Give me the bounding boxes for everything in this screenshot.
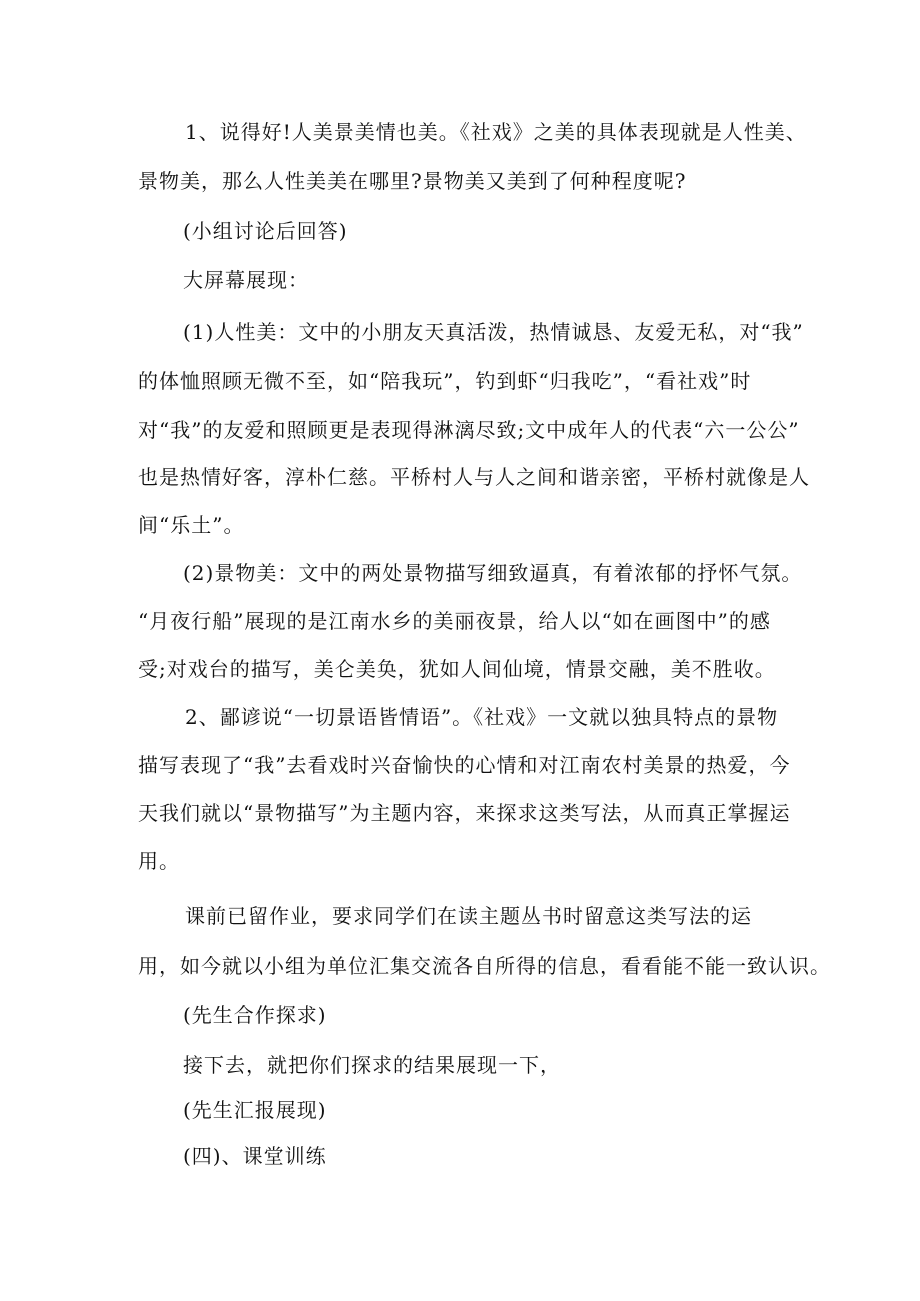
paragraph-line: 接下去，就把你们探求的结果展现一下， bbox=[183, 1053, 561, 1077]
section-heading: (四)、课堂训练 bbox=[183, 1144, 327, 1168]
paragraph-line: “月夜行船”展现的是江南水乡的美丽夜景，给人以“如在画图中”的感 bbox=[138, 609, 771, 633]
paragraph-line: 用，如今就以小组为单位汇集交流各自所得的信息，看看能不能一致认识。 bbox=[138, 954, 831, 978]
paragraph-line: 描写表现了“我”去看戏时兴奋愉快的心情和对江南农村美景的热爱，今 bbox=[138, 753, 791, 777]
paragraph-line: 用。 bbox=[138, 849, 180, 873]
paragraph-line: (先生合作探求) bbox=[183, 1003, 327, 1027]
paragraph-line: 受;对戏台的描写，美仑美奂，犹如人间仙境，情景交融，美不胜收。 bbox=[138, 657, 776, 681]
paragraph-line: 课前已留作业，要求同学们在读主题丛书时留意这类写法的运 bbox=[185, 904, 752, 928]
paragraph-line: 大屏幕展现： bbox=[183, 268, 309, 292]
paragraph-line: 天我们就以“景物描写”为主题内容，来探求这类写法，从而真正掌握运 bbox=[138, 801, 791, 825]
paragraph-line: 2、鄙谚说“一切景语皆情语”。《社戏》一文就以独具特点的景物 bbox=[185, 705, 779, 729]
paragraph-line: (小组讨论后回答) bbox=[183, 219, 348, 243]
paragraph-line: (1)人性美：文中的小朋友天真活泼，热情诚恳、友爱无私，对“我” bbox=[183, 320, 804, 344]
paragraph-line: 也是热情好客，淳朴仁慈。平桥村人与人之间和谐亲密，平桥村就像是人 bbox=[138, 465, 810, 489]
paragraph-line: 景物美，那么人性美美在哪里?景物美又美到了何种程度呢? bbox=[138, 169, 687, 193]
paragraph-line: (先生汇报展现) bbox=[183, 1098, 327, 1122]
paragraph-line: 对“我”的友爱和照顾更是表现得淋漓尽致;文中成年人的代表“六一公公” bbox=[138, 418, 800, 442]
paragraph-line: 的体恤照顾无微不至，如“陪我玩”，钓到虾“归我吃”，“看社戏”时 bbox=[138, 369, 752, 393]
paragraph-line: (2)景物美：文中的两处景物描写细致逼真，有着浓郁的抒怀气氛。 bbox=[183, 561, 803, 585]
paragraph-line: 1、说得好!人美景美情也美。《社戏》之美的具体表现就是人性美、 bbox=[185, 120, 807, 144]
paragraph-line: 间“乐土”。 bbox=[138, 513, 245, 537]
